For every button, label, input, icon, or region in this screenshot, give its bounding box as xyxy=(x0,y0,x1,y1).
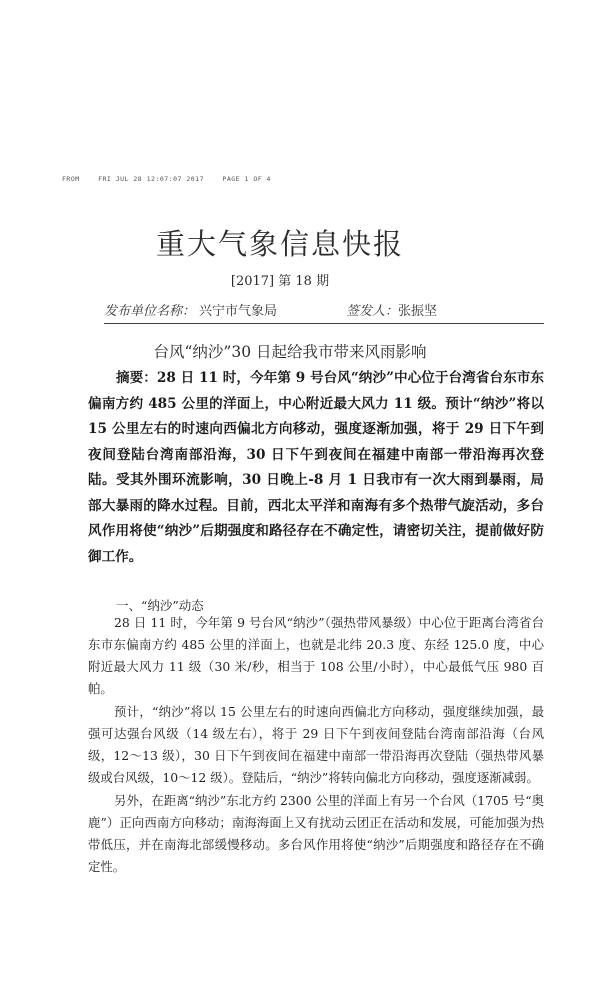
header-divider xyxy=(104,323,544,324)
publisher-name: 兴宁市气象局 xyxy=(199,304,278,319)
fax-datetime: FRI JUL 28 12:07:07 2017 xyxy=(98,175,204,183)
body-paragraph: 28 日 11 时，今年第 9 号台风“纳沙”（强热带风暴级）中心位于距离台湾省台东市东偏南方约 485 公里的洋面上，也就是北纬 20.3 度、东经 125.0 度，中心附近最大风力 11 级（30 米/秒，相当于 108 公里/小时），中心最低气压 980 百帕。 xyxy=(88,615,544,696)
signer-label: 签发人： xyxy=(346,304,399,319)
section-title: 一、“纳沙”动态 xyxy=(116,598,204,613)
fax-from: FROM xyxy=(62,175,80,183)
bulletin-title: 重大气象信息快报 xyxy=(155,227,404,261)
body-paragraph: 预计，“纳沙”将以 15 公里左右的时速向西偏北方向移动，强度继续加强，最强可达强台风级（14 级左右），将于 29 日下午到夜间登陆台湾南部沿海（台风级，12～13 级），30 日下午到夜间在福建中南部一带沿海再次登陆（强热带风暴级或台风级，10～12 级）。登陆后，“纳沙”将转向偏北方向移动，强度逐渐减弱。 xyxy=(88,704,544,785)
publisher-label: 发布单位名称： xyxy=(104,304,196,319)
fax-page: PAGE 1 OF 4 xyxy=(222,175,271,183)
signer-block xyxy=(346,300,437,319)
body-paragraph: 另外，在距离“纳沙”东北方约 2300 公里的洋面上有另一个台风（1705 号“奥鹿”）正向西南方向移动；南海海面上又有扰动云团正在活动和发展，可能加强为热带低压，并在南海北部缓慢移动。多台风作用将使“纳沙”后期强度和路径存在不确定性。 xyxy=(88,793,544,874)
publisher-row xyxy=(104,300,544,319)
issue-number: [2017] 第 18 期 xyxy=(230,274,330,289)
headline: 台风“纳沙”30 日起给我市带来风雨影响 xyxy=(153,343,427,361)
abstract xyxy=(88,366,544,570)
section-body xyxy=(88,612,544,879)
signer-name: 张振坚 xyxy=(398,304,438,319)
fax-header xyxy=(62,175,285,183)
abstract-text: 摘要：28 日 11 时，今年第 9 号台风“纳沙”中心位于台湾省台东市东偏南方约 485 公里的洋面上，中心附近最大风力 11 级。预计“纳沙”将以 15 公里左右的时速向西偏北方向移动，强度逐渐加强，将于 29 日下午到夜间登陆台湾南部沿海，30 日下午到夜间在福建中南部一带沿海再次登陆。受其外围环流影响，30 日晚上-8 月 1 日我市有一次大雨到暴雨，局部大暴雨的降水过程。目前，西北太平洋和南海有多个热带气旋活动，多台风作用将使“纳沙”后期强度和路径存在不确定性，请密切关注，提前做好防御工作。 xyxy=(88,370,544,565)
